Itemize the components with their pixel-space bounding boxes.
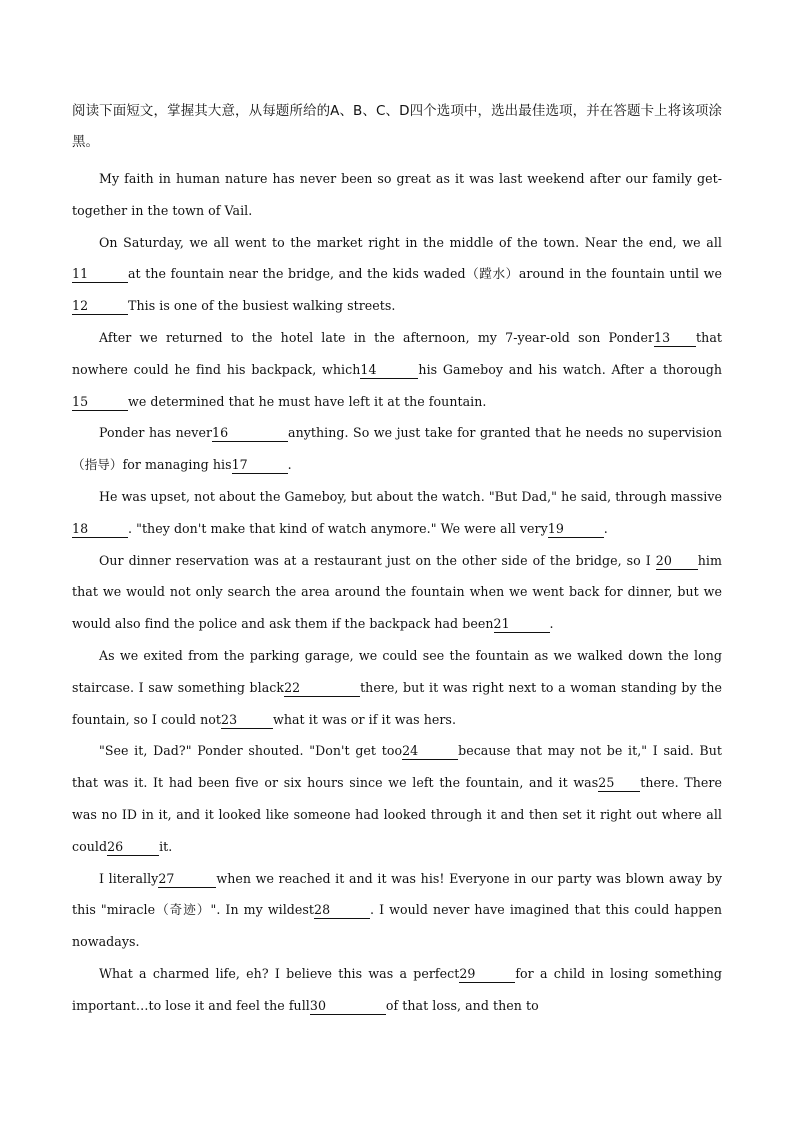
paragraph-text: because that may not be it," I said. But that was it. It had been five or six hours since we left the fountain, and it was [72, 743, 722, 791]
paragraph-text: . [287, 457, 292, 473]
paragraph-text: we determined that he must have left it at the fountain. [128, 393, 487, 409]
blank-14: 14 [360, 362, 418, 379]
blank-25: 25 [598, 775, 640, 792]
paragraph-text: What a charmed life, eh? I believe this was a perfect [99, 965, 460, 981]
paragraph-5 [72, 481, 722, 545]
paragraph-text: . [603, 520, 608, 536]
paragraph-text: what it was or if it was hers. [273, 711, 457, 727]
paragraph-text: it. [159, 838, 173, 854]
paragraph-9 [72, 863, 722, 958]
blank-26: 26 [107, 839, 159, 856]
blank-21: 21 [494, 616, 550, 633]
paragraph-text: anything. So we just take for granted that he needs no supervision（指导）for managing his [72, 425, 723, 473]
blank-23: 23 [221, 712, 273, 729]
blank-13: 13 [654, 330, 696, 347]
blank-30: 30 [310, 998, 386, 1015]
blank-24: 24 [402, 743, 458, 760]
paragraph-text: him that we would not only search the area around the fountain when we went back for dinner, but we would also find the police and ask them if the backpack had been [72, 552, 722, 632]
paragraph-text: He was upset, not about the Gameboy, but about the watch. "But Dad," he said, through massive [99, 488, 722, 504]
blank-29: 29 [459, 966, 515, 983]
paragraph-text: On Saturday, we all went to the market right in the middle of the town. Near the end, we all [99, 234, 722, 250]
document-page [72, 96, 722, 1022]
blank-27: 27 [158, 871, 216, 888]
instructions: 阅读下面短文，掌握其大意，从每题所给的A、B、C、D四个选项中，选出最佳选项，并在答题卡上将该项涂黑。 [72, 103, 722, 150]
paragraph-text: This is one of the busiest walking streets. [128, 298, 396, 314]
paragraph-text: . [549, 616, 554, 632]
blank-18: 18 [72, 521, 128, 538]
paragraph-text: for a child in losing something important…to lose it and feel the full [72, 965, 723, 1013]
paragraph-text: that nowhere could he find his backpack, which [72, 329, 722, 377]
paragraph-text: Our dinner reservation was at a restaurant just on the other side of the bridge, so I [99, 552, 651, 568]
blank-28: 28 [314, 902, 370, 919]
blank-11: 11 [72, 266, 128, 283]
paragraph-text: After we returned to the hotel late in the afternoon, my 7-year-old son Ponder [99, 329, 655, 345]
paragraph-text: "See it, Dad?" Ponder shouted. "Don't get too [99, 743, 403, 759]
paragraph-10 [72, 958, 722, 1022]
paragraph-1 [72, 163, 722, 227]
paragraph-7 [72, 640, 722, 735]
paragraph-6 [72, 545, 722, 640]
blank-19: 19 [548, 521, 604, 538]
paragraph-text: at the fountain near the bridge, and the kids waded（蹚水）around in the fountain until we [128, 266, 722, 282]
paragraph-8 [72, 735, 722, 862]
paragraph-text: . I would never have imagined that this could happen nowadays. [72, 902, 722, 950]
paragraph-text: As we exited from the parking garage, we could see the fountain as we walked down the long staircase. I saw something black [72, 647, 722, 695]
paragraph-text: Ponder has never [99, 425, 213, 441]
blank-12: 12 [72, 298, 128, 315]
paragraph-text: My faith in human nature has never been so great as it was last weekend after our family get-together in the town of Vail. [72, 171, 722, 218]
paragraph-text: his Gameboy and his watch. After a thorough [418, 361, 722, 377]
blank-15: 15 [72, 394, 128, 411]
blank-17: 17 [232, 457, 288, 474]
paragraph-2 [72, 227, 722, 322]
paragraph-text: . "they don't make that kind of watch anymore." We were all very [128, 520, 548, 536]
blank-20: 20 [656, 553, 698, 570]
paragraph-text: when we reached it and it was his! Everyone in our party was blown away by this "miracle（奇迹）". In my wildest [72, 870, 723, 918]
blank-22: 22 [284, 680, 360, 697]
paragraph-3 [72, 322, 722, 417]
paragraph-text: of that loss, and then to [385, 997, 539, 1013]
paragraph-text: there. There was no ID in it, and it looked like someone had looked through it and then set it right out where all could [72, 775, 722, 854]
paragraph-text: I literally [99, 870, 159, 886]
paragraph-4 [72, 417, 722, 481]
paragraph-text: there, but it was right next to a woman standing by the fountain, so I could not [72, 679, 722, 727]
blank-16: 16 [212, 425, 288, 442]
